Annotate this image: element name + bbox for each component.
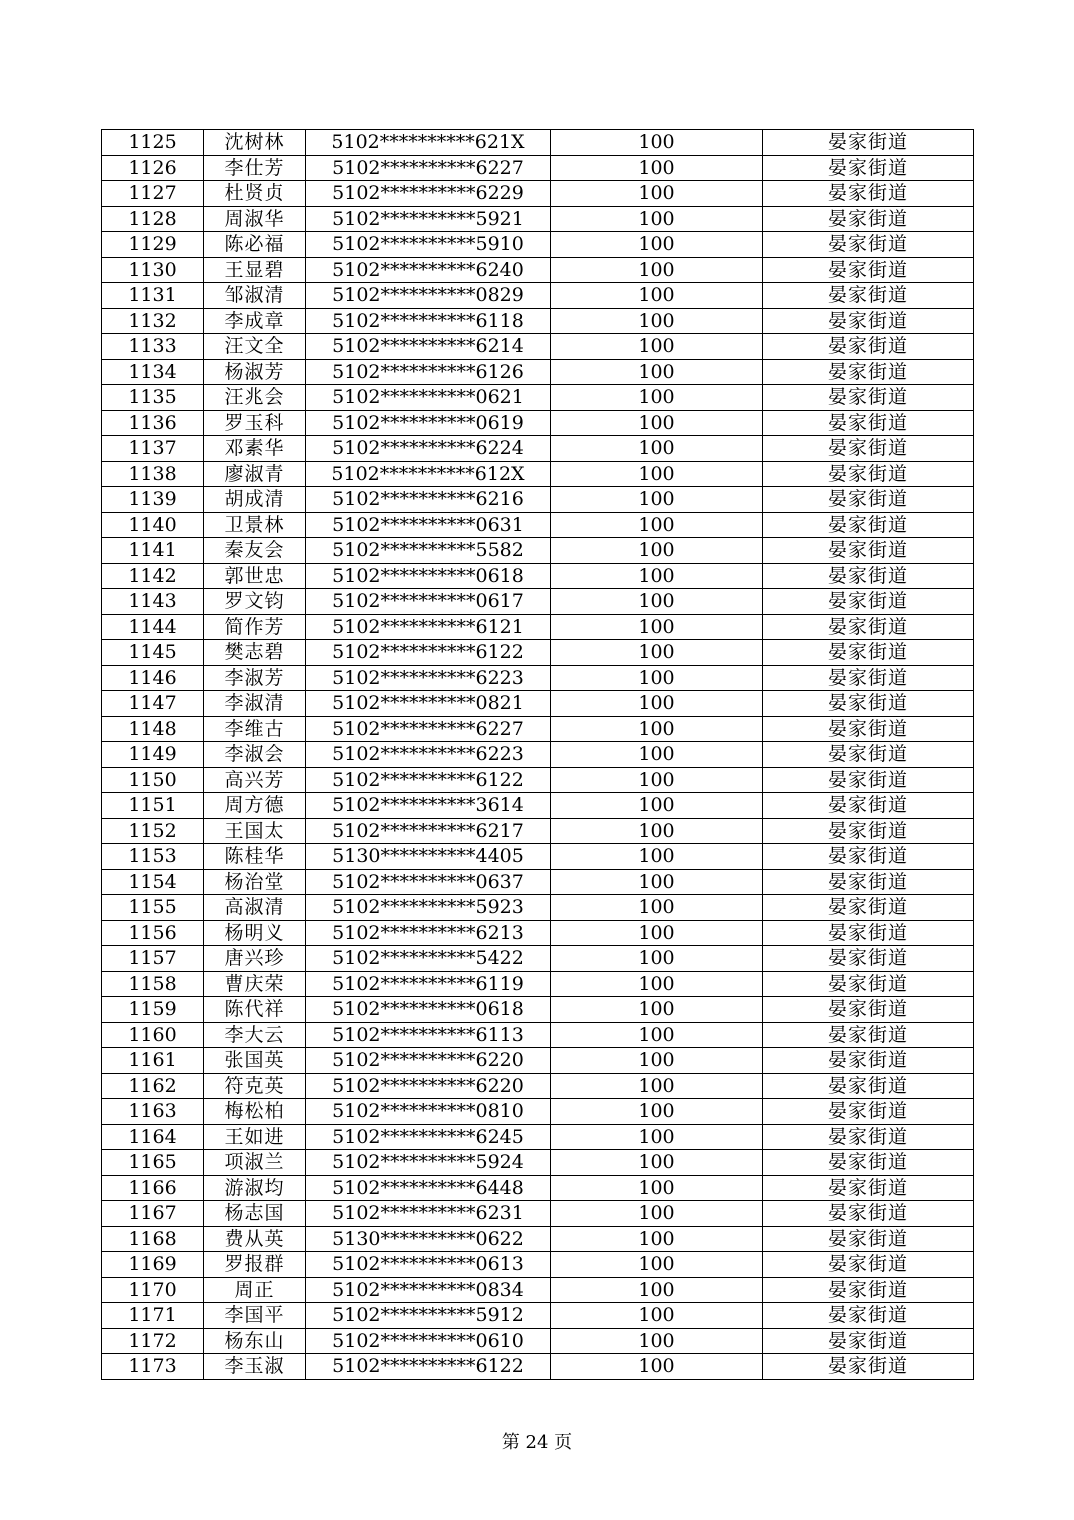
amount-cell: 100 [551,334,763,360]
table-row [102,308,974,334]
id-number-cell: 5130**********0622 [306,1226,551,1252]
seq-number-cell: 1128 [102,206,204,232]
table-row [102,461,974,487]
amount-cell: 100 [551,1073,763,1099]
name-cell: 游淑均 [204,1175,306,1201]
table-row [102,257,974,283]
subdistrict-cell: 晏家街道 [763,410,974,436]
amount-cell: 100 [551,793,763,819]
seq-number-cell: 1132 [102,308,204,334]
seq-number-cell: 1157 [102,946,204,972]
amount-cell: 100 [551,308,763,334]
table-row [102,410,974,436]
id-number-cell: 5102**********612X [306,461,551,487]
amount-cell: 100 [551,563,763,589]
name-cell: 杨淑芳 [204,359,306,385]
name-cell: 杨明义 [204,920,306,946]
id-number-cell: 5102**********6220 [306,1073,551,1099]
subdistrict-cell: 晏家街道 [763,1124,974,1150]
subdistrict-cell: 晏家街道 [763,232,974,258]
table-row [102,232,974,258]
amount-cell: 100 [551,512,763,538]
subdistrict-cell: 晏家街道 [763,563,974,589]
name-cell: 秦友会 [204,538,306,564]
name-cell: 项淑兰 [204,1150,306,1176]
subdistrict-cell: 晏家街道 [763,767,974,793]
subdistrict-cell: 晏家街道 [763,538,974,564]
amount-cell: 100 [551,869,763,895]
table-row [102,538,974,564]
amount-cell: 100 [551,589,763,615]
table-row [102,359,974,385]
subdistrict-cell: 晏家街道 [763,844,974,870]
id-number-cell: 5102**********6223 [306,742,551,768]
id-number-cell: 5102**********5910 [306,232,551,258]
seq-number-cell: 1166 [102,1175,204,1201]
seq-number-cell: 1143 [102,589,204,615]
id-number-cell: 5102**********6231 [306,1201,551,1227]
seq-number-cell: 1170 [102,1277,204,1303]
amount-cell: 100 [551,1201,763,1227]
name-cell: 樊志碧 [204,640,306,666]
amount-cell: 100 [551,206,763,232]
name-cell: 杨东山 [204,1328,306,1354]
id-number-cell: 5102**********0618 [306,563,551,589]
name-cell: 汪文全 [204,334,306,360]
amount-cell: 100 [551,1303,763,1329]
subdistrict-cell: 晏家街道 [763,1226,974,1252]
seq-number-cell: 1141 [102,538,204,564]
table-row [102,1175,974,1201]
subdistrict-cell: 晏家街道 [763,920,974,946]
table-row [102,130,974,156]
subdistrict-cell: 晏家街道 [763,283,974,309]
subdistrict-cell: 晏家街道 [763,971,974,997]
id-number-cell: 5102**********6245 [306,1124,551,1150]
table-row [102,767,974,793]
amount-cell: 100 [551,844,763,870]
id-number-cell: 5102**********5924 [306,1150,551,1176]
amount-cell: 100 [551,742,763,768]
name-cell: 周淑华 [204,206,306,232]
seq-number-cell: 1167 [102,1201,204,1227]
subdistrict-cell: 晏家街道 [763,206,974,232]
seq-number-cell: 1134 [102,359,204,385]
id-number-cell: 5102**********0637 [306,869,551,895]
table-row [102,563,974,589]
amount-cell: 100 [551,1252,763,1278]
subdistrict-cell: 晏家街道 [763,869,974,895]
subdistrict-cell: 晏家街道 [763,1252,974,1278]
name-cell: 卫景林 [204,512,306,538]
table-row [102,1303,974,1329]
subdistrict-cell: 晏家街道 [763,1099,974,1125]
seq-number-cell: 1165 [102,1150,204,1176]
name-cell: 陈必福 [204,232,306,258]
id-number-cell: 5102**********0810 [306,1099,551,1125]
page-number: 第 24 页 [501,1432,573,1453]
seq-number-cell: 1162 [102,1073,204,1099]
table-row [102,487,974,513]
amount-cell: 100 [551,665,763,691]
table-row [102,155,974,181]
table-row [102,589,974,615]
name-cell: 邓素华 [204,436,306,462]
seq-number-cell: 1173 [102,1354,204,1380]
seq-number-cell: 1172 [102,1328,204,1354]
name-cell: 李大云 [204,1022,306,1048]
amount-cell: 100 [551,1328,763,1354]
id-number-cell: 5102**********6113 [306,1022,551,1048]
id-number-cell: 5102**********6240 [306,257,551,283]
name-cell: 陈桂华 [204,844,306,870]
name-cell: 罗文钧 [204,589,306,615]
table-row [102,997,974,1023]
name-cell: 李维古 [204,716,306,742]
amount-cell: 100 [551,997,763,1023]
id-number-cell: 5102**********5923 [306,895,551,921]
subdistrict-cell: 晏家街道 [763,155,974,181]
name-cell: 周正 [204,1277,306,1303]
subdistrict-cell: 晏家街道 [763,997,974,1023]
name-cell: 李仕芳 [204,155,306,181]
subdistrict-cell: 晏家街道 [763,1201,974,1227]
id-number-cell: 5102**********6448 [306,1175,551,1201]
table-row [102,946,974,972]
seq-number-cell: 1142 [102,563,204,589]
seq-number-cell: 1125 [102,130,204,156]
amount-cell: 100 [551,895,763,921]
amount-cell: 100 [551,130,763,156]
table-row [102,1048,974,1074]
name-cell: 沈树林 [204,130,306,156]
subdistrict-cell: 晏家街道 [763,308,974,334]
table-row [102,512,974,538]
table-row [102,971,974,997]
seq-number-cell: 1154 [102,869,204,895]
name-cell: 周方德 [204,793,306,819]
name-cell: 郭世忠 [204,563,306,589]
id-number-cell: 5102**********6122 [306,640,551,666]
table-row [102,895,974,921]
amount-cell: 100 [551,181,763,207]
table-row [102,818,974,844]
subdistrict-cell: 晏家街道 [763,742,974,768]
subdistrict-cell: 晏家街道 [763,436,974,462]
table-row [102,1022,974,1048]
subdistrict-cell: 晏家街道 [763,1073,974,1099]
name-cell: 王如进 [204,1124,306,1150]
subdistrict-cell: 晏家街道 [763,385,974,411]
amount-cell: 100 [551,767,763,793]
seq-number-cell: 1135 [102,385,204,411]
amount-cell: 100 [551,691,763,717]
id-number-cell: 5102**********0617 [306,589,551,615]
amount-cell: 100 [551,410,763,436]
table-row [102,436,974,462]
name-cell: 费从英 [204,1226,306,1252]
subdistrict-cell: 晏家街道 [763,589,974,615]
id-number-cell: 5102**********6227 [306,155,551,181]
name-cell: 李淑清 [204,691,306,717]
seq-number-cell: 1164 [102,1124,204,1150]
name-cell: 王显碧 [204,257,306,283]
seq-number-cell: 1171 [102,1303,204,1329]
table-row [102,614,974,640]
id-number-cell: 5102**********6220 [306,1048,551,1074]
seq-number-cell: 1137 [102,436,204,462]
subdistrict-cell: 晏家街道 [763,359,974,385]
subdistrict-cell: 晏家街道 [763,1277,974,1303]
name-cell: 高淑清 [204,895,306,921]
amount-cell: 100 [551,257,763,283]
seq-number-cell: 1136 [102,410,204,436]
table-row [102,742,974,768]
name-cell: 廖淑青 [204,461,306,487]
table-row [102,1277,974,1303]
subdistrict-cell: 晏家街道 [763,946,974,972]
subdistrict-cell: 晏家街道 [763,181,974,207]
amount-cell: 100 [551,614,763,640]
id-number-cell: 5102**********5921 [306,206,551,232]
seq-number-cell: 1131 [102,283,204,309]
seq-number-cell: 1140 [102,512,204,538]
seq-number-cell: 1127 [102,181,204,207]
seq-number-cell: 1168 [102,1226,204,1252]
table-row [102,385,974,411]
name-cell: 张国英 [204,1048,306,1074]
seq-number-cell: 1150 [102,767,204,793]
seq-number-cell: 1145 [102,640,204,666]
id-number-cell: 5102**********6122 [306,1354,551,1380]
amount-cell: 100 [551,232,763,258]
subdistrict-cell: 晏家街道 [763,818,974,844]
seq-number-cell: 1130 [102,257,204,283]
subdistrict-cell: 晏家街道 [763,130,974,156]
amount-cell: 100 [551,461,763,487]
table-row [102,793,974,819]
table-row [102,1099,974,1125]
amount-cell: 100 [551,1022,763,1048]
name-cell: 杜贤贞 [204,181,306,207]
name-cell: 王国太 [204,818,306,844]
id-number-cell: 5102**********6121 [306,614,551,640]
id-number-cell: 5102**********0631 [306,512,551,538]
amount-cell: 100 [551,640,763,666]
name-cell: 邹淑清 [204,283,306,309]
table-row [102,1073,974,1099]
table-row [102,1252,974,1278]
id-number-cell: 5102**********6229 [306,181,551,207]
roster-table-body [102,130,974,1380]
table-row [102,665,974,691]
subdistrict-cell: 晏家街道 [763,665,974,691]
id-number-cell: 5102**********0829 [306,283,551,309]
amount-cell: 100 [551,1277,763,1303]
name-cell: 杨治堂 [204,869,306,895]
name-cell: 曹庆荣 [204,971,306,997]
id-number-cell: 5102**********3614 [306,793,551,819]
table-row [102,1201,974,1227]
id-number-cell: 5102**********6122 [306,767,551,793]
name-cell: 罗玉科 [204,410,306,436]
seq-number-cell: 1148 [102,716,204,742]
seq-number-cell: 1156 [102,920,204,946]
table-row [102,1124,974,1150]
subdistrict-cell: 晏家街道 [763,1303,974,1329]
subdistrict-cell: 晏家街道 [763,1354,974,1380]
table-row [102,283,974,309]
subdistrict-cell: 晏家街道 [763,1175,974,1201]
id-number-cell: 5102**********0821 [306,691,551,717]
name-cell: 李淑会 [204,742,306,768]
subdistrict-cell: 晏家街道 [763,487,974,513]
amount-cell: 100 [551,538,763,564]
amount-cell: 100 [551,487,763,513]
subdistrict-cell: 晏家街道 [763,614,974,640]
name-cell: 李国平 [204,1303,306,1329]
subdistrict-cell: 晏家街道 [763,1048,974,1074]
seq-number-cell: 1152 [102,818,204,844]
roster-table [101,129,974,1380]
subdistrict-cell: 晏家街道 [763,1022,974,1048]
table-row [102,1354,974,1380]
seq-number-cell: 1139 [102,487,204,513]
id-number-cell: 5102**********621X [306,130,551,156]
amount-cell: 100 [551,1048,763,1074]
amount-cell: 100 [551,1124,763,1150]
table-row [102,181,974,207]
seq-number-cell: 1147 [102,691,204,717]
subdistrict-cell: 晏家街道 [763,334,974,360]
name-cell: 杨志国 [204,1201,306,1227]
name-cell: 简作芳 [204,614,306,640]
amount-cell: 100 [551,971,763,997]
table-row [102,334,974,360]
table-row [102,920,974,946]
subdistrict-cell: 晏家街道 [763,257,974,283]
id-number-cell: 5102**********6227 [306,716,551,742]
seq-number-cell: 1149 [102,742,204,768]
amount-cell: 100 [551,1354,763,1380]
id-number-cell: 5102**********0834 [306,1277,551,1303]
name-cell: 高兴芳 [204,767,306,793]
seq-number-cell: 1155 [102,895,204,921]
name-cell: 李成章 [204,308,306,334]
amount-cell: 100 [551,1175,763,1201]
subdistrict-cell: 晏家街道 [763,512,974,538]
id-number-cell: 5102**********0621 [306,385,551,411]
id-number-cell: 5102**********6217 [306,818,551,844]
id-number-cell: 5102**********0619 [306,410,551,436]
id-number-cell: 5102**********0613 [306,1252,551,1278]
seq-number-cell: 1160 [102,1022,204,1048]
id-number-cell: 5102**********0610 [306,1328,551,1354]
name-cell: 李玉淑 [204,1354,306,1380]
id-number-cell: 5102**********5582 [306,538,551,564]
amount-cell: 100 [551,436,763,462]
amount-cell: 100 [551,920,763,946]
amount-cell: 100 [551,385,763,411]
name-cell: 罗报群 [204,1252,306,1278]
id-number-cell: 5102**********6216 [306,487,551,513]
subdistrict-cell: 晏家街道 [763,793,974,819]
id-number-cell: 5102**********0618 [306,997,551,1023]
name-cell: 陈代祥 [204,997,306,1023]
subdistrict-cell: 晏家街道 [763,461,974,487]
table-row [102,1328,974,1354]
id-number-cell: 5102**********5422 [306,946,551,972]
name-cell: 汪兆会 [204,385,306,411]
amount-cell: 100 [551,716,763,742]
name-cell: 符克英 [204,1073,306,1099]
seq-number-cell: 1126 [102,155,204,181]
seq-number-cell: 1161 [102,1048,204,1074]
seq-number-cell: 1163 [102,1099,204,1125]
name-cell: 梅松柏 [204,1099,306,1125]
subdistrict-cell: 晏家街道 [763,895,974,921]
table-row [102,716,974,742]
seq-number-cell: 1138 [102,461,204,487]
table-row [102,1150,974,1176]
id-number-cell: 5102**********5912 [306,1303,551,1329]
id-number-cell: 5102**********6214 [306,334,551,360]
amount-cell: 100 [551,283,763,309]
id-number-cell: 5102**********6118 [306,308,551,334]
seq-number-cell: 1144 [102,614,204,640]
subdistrict-cell: 晏家街道 [763,691,974,717]
table-row [102,844,974,870]
table-row [102,691,974,717]
amount-cell: 100 [551,155,763,181]
amount-cell: 100 [551,1150,763,1176]
amount-cell: 100 [551,946,763,972]
subdistrict-cell: 晏家街道 [763,640,974,666]
id-number-cell: 5130**********4405 [306,844,551,870]
amount-cell: 100 [551,1226,763,1252]
amount-cell: 100 [551,1099,763,1125]
subdistrict-cell: 晏家街道 [763,1328,974,1354]
seq-number-cell: 1129 [102,232,204,258]
subdistrict-cell: 晏家街道 [763,716,974,742]
table-row [102,1226,974,1252]
id-number-cell: 5102**********6224 [306,436,551,462]
seq-number-cell: 1159 [102,997,204,1023]
seq-number-cell: 1169 [102,1252,204,1278]
seq-number-cell: 1146 [102,665,204,691]
seq-number-cell: 1151 [102,793,204,819]
table-row [102,640,974,666]
table-row [102,206,974,232]
amount-cell: 100 [551,359,763,385]
seq-number-cell: 1153 [102,844,204,870]
name-cell: 唐兴珍 [204,946,306,972]
subdistrict-cell: 晏家街道 [763,1150,974,1176]
name-cell: 李淑芳 [204,665,306,691]
amount-cell: 100 [551,818,763,844]
table-row [102,869,974,895]
id-number-cell: 5102**********6223 [306,665,551,691]
seq-number-cell: 1158 [102,971,204,997]
seq-number-cell: 1133 [102,334,204,360]
name-cell: 胡成清 [204,487,306,513]
id-number-cell: 5102**********6213 [306,920,551,946]
id-number-cell: 5102**********6126 [306,359,551,385]
id-number-cell: 5102**********6119 [306,971,551,997]
